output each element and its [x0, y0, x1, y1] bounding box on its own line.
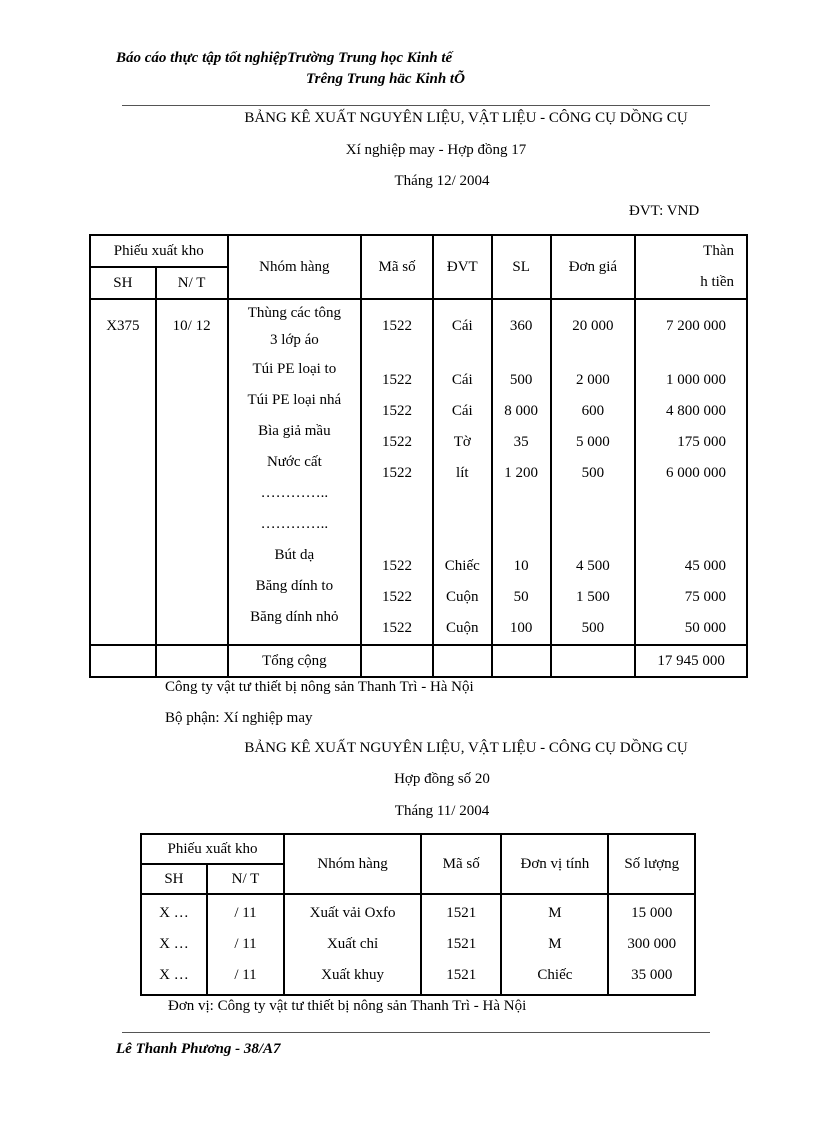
footer-author: Lê Thanh Phương - 38/A7	[116, 1041, 281, 1057]
item-name: Túi PE loại to	[252, 361, 337, 377]
item-name: …………..	[260, 516, 329, 532]
report2-subtitle: Hợp đồng số 20	[394, 771, 490, 787]
report1-unit-note: ĐVT: VND	[629, 203, 700, 219]
item-ma-so: 1522	[382, 589, 413, 605]
report2-table	[140, 833, 696, 996]
item-don-gia: 1 500	[575, 589, 610, 605]
item-ma-so: 1522	[382, 558, 413, 574]
item-thanh-tien	[636, 520, 726, 551]
table-row	[229, 300, 361, 354]
report2-ma-so-column	[421, 894, 501, 995]
item-don-gia: 500	[581, 465, 605, 481]
report1-dvt-column	[433, 299, 492, 645]
item-don-gia: 600	[581, 403, 605, 419]
col-header-phieu-xuat-kho: Phiếu xuất kho	[90, 235, 228, 267]
row-sh: X …	[159, 936, 189, 952]
header-school-line-garbled: Trêng Trung häc Kinh tÕ	[306, 71, 465, 87]
col-header-sl: SL	[492, 235, 551, 299]
report2-nt-column	[207, 894, 284, 995]
row-don-vi-tinh: M	[548, 936, 562, 952]
item-sl	[493, 489, 550, 520]
item-sl: 8 000	[504, 403, 538, 419]
col-header-nhom-hang: Nhóm hàng	[284, 834, 421, 894]
total-empty-cell	[156, 645, 228, 677]
footer-rule	[122, 1032, 710, 1033]
item-ma-so	[362, 520, 432, 551]
row-sh: X …	[159, 905, 189, 921]
total-empty-cell	[433, 645, 492, 677]
item-dvt: lít	[456, 465, 469, 481]
item-dvt	[434, 489, 491, 520]
report1-ma-so-column	[361, 299, 433, 645]
item-ma-so	[362, 489, 432, 520]
report1-title: BẢNG KÊ XUẤT NGUYÊN LIỆU, VẬT LIỆU - CÔNG CỤ DỒNG CỤ	[244, 110, 688, 126]
item-sl: 1 200	[504, 465, 538, 481]
item-name: Nước cất	[266, 454, 322, 470]
item-name-line2: 3 lớp áo	[269, 332, 319, 348]
item-thanh-tien: 4 800 000	[666, 403, 726, 419]
report2-title: BẢNG KÊ XUẤT NGUYÊN LIỆU, VẬT LIỆU - CÔNG CỤ DỒNG CỤ	[244, 740, 688, 756]
item-dvt: Cuộn	[446, 589, 479, 605]
row-nhom-hang: Xuất khuy	[321, 967, 385, 983]
row-ma-so: 1521	[446, 905, 477, 921]
report1-nhom-hang-column	[228, 299, 362, 645]
col-header-ma-so: Mã số	[361, 235, 433, 299]
report1-don-gia-column	[551, 299, 636, 645]
item-sl	[493, 520, 550, 551]
unit-line: Đơn vị: Công ty vật tư thiết bị nông sản Thanh Trì - Hà Nội	[168, 998, 527, 1014]
total-empty-cell	[90, 645, 156, 677]
total-empty-cell	[551, 645, 636, 677]
item-name: …………..	[260, 485, 329, 501]
row-don-vi-tinh: Chiếc	[537, 967, 573, 983]
item-name: Băng dính to	[255, 578, 334, 594]
item-sl: 35	[513, 434, 529, 450]
total-empty-cell	[361, 645, 433, 677]
report2-month: Tháng 11/ 2004	[394, 803, 490, 819]
col-header-thanh-tien	[635, 235, 747, 299]
item-ma-so: 1522	[382, 403, 413, 419]
item-thanh-tien: 50 000	[684, 620, 726, 636]
report1-month: Tháng 12/ 2004	[394, 173, 490, 189]
item-sl: 50	[513, 589, 529, 605]
item-sl: 100	[509, 620, 533, 636]
col-header-dvt: ĐVT	[433, 235, 492, 299]
item-ma-so: 1522	[382, 318, 413, 334]
item-dvt	[434, 520, 491, 551]
col-header-thanh-tien-part1: Thàn	[703, 243, 734, 259]
item-thanh-tien: 6 000 000	[666, 465, 726, 481]
col-header-phieu-xuat-kho: Phiếu xuất kho	[141, 834, 284, 864]
item-don-gia: 500	[581, 620, 605, 636]
item-ma-so: 1522	[382, 465, 413, 481]
header-school-line: Báo cáo thực tập tốt nghiệpTrường Trung học Kinh tế	[116, 50, 453, 66]
row-ma-so: 1521	[446, 967, 477, 983]
col-header-thanh-tien-part2: h tiền	[700, 274, 734, 290]
item-name: Bìa giả mầu	[258, 423, 331, 439]
item-dvt: Chiếc	[444, 558, 480, 574]
total-value: 17 945 000	[635, 645, 747, 677]
item-sl: 10	[513, 558, 529, 574]
report2-sh-column	[141, 894, 207, 995]
item-don-gia: 5 000	[575, 434, 610, 450]
col-header-so-luong: Số lượng	[608, 834, 695, 894]
total-empty-cell	[492, 645, 551, 677]
item-dvt: Cái	[451, 372, 473, 388]
item-don-gia	[552, 520, 635, 551]
item-name-line1: Thùng các tông	[247, 305, 341, 321]
department-line: Bộ phận: Xí nghiệp may	[165, 710, 313, 726]
item-thanh-tien: 7 200 000	[666, 318, 726, 334]
item-thanh-tien: 45 000	[684, 558, 726, 574]
item-don-gia	[552, 489, 635, 520]
col-header-nhom-hang: Nhóm hàng	[228, 235, 362, 299]
row-ma-so: 1521	[446, 936, 477, 952]
item-sl: 500	[509, 372, 533, 388]
report1-subtitle: Xí nghiệp may - Hợp đồng 17	[345, 142, 527, 158]
item-sl: 360	[509, 318, 533, 334]
item-name: Băng dính nhỏ	[250, 609, 339, 625]
col-header-nt: N/ T	[207, 864, 284, 894]
row-so-luong: 15 000	[631, 905, 673, 921]
col-header-sh: SH	[141, 864, 207, 894]
report2-nhom-hang-column	[284, 894, 421, 995]
item-don-gia: 4 500	[575, 558, 610, 574]
report1-table	[89, 234, 748, 678]
col-header-ma-so: Mã số	[421, 834, 501, 894]
row-so-luong: 35 000	[631, 967, 673, 983]
report2-so-luong-column	[608, 894, 695, 995]
item-dvt: Tờ	[453, 434, 471, 450]
total-label: Tổng cộng	[228, 645, 362, 677]
row-don-vi-tinh: M	[548, 905, 562, 921]
report1-sh-cell	[90, 299, 156, 645]
item-name: Túi PE loại nhá	[247, 392, 342, 408]
row-nt: / 11	[234, 967, 257, 983]
item-don-gia: 20 000	[572, 318, 614, 334]
report1-nt-value: 10/ 12	[172, 318, 211, 334]
col-header-don-gia: Đơn giá	[551, 235, 636, 299]
item-name: Bút dạ	[274, 547, 315, 563]
row-sh: X …	[159, 967, 189, 983]
item-dvt: Cái	[451, 318, 473, 334]
item-ma-so: 1522	[382, 434, 413, 450]
col-header-don-vi-tinh: Đơn vị tính	[501, 834, 608, 894]
row-nt: / 11	[234, 905, 257, 921]
company-line: Công ty vật tư thiết bị nông sản Thanh Trì - Hà Nội	[165, 679, 474, 695]
row-nhom-hang: Xuất chỉ	[326, 936, 379, 952]
item-dvt: Cái	[451, 403, 473, 419]
item-thanh-tien: 1 000 000	[666, 372, 726, 388]
report1-sh-value: X375	[106, 318, 140, 334]
item-thanh-tien: 175 000	[677, 434, 726, 450]
item-thanh-tien	[636, 489, 726, 520]
report1-sl-column	[492, 299, 551, 645]
row-nt: / 11	[234, 936, 257, 952]
col-header-sh: SH	[90, 267, 156, 299]
report2-don-vi-tinh-column	[501, 894, 608, 995]
item-don-gia: 2 000	[575, 372, 610, 388]
report1-nt-cell	[156, 299, 228, 645]
row-so-luong: 300 000	[627, 936, 677, 952]
header-rule	[122, 105, 710, 106]
report1-thanh-tien-column	[635, 299, 747, 645]
item-ma-so: 1522	[382, 620, 413, 636]
item-ma-so: 1522	[382, 372, 413, 388]
col-header-nt: N/ T	[156, 267, 228, 299]
row-nhom-hang: Xuất vải Oxfo	[309, 905, 396, 921]
item-dvt: Cuộn	[446, 620, 479, 636]
item-thanh-tien: 75 000	[684, 589, 726, 605]
